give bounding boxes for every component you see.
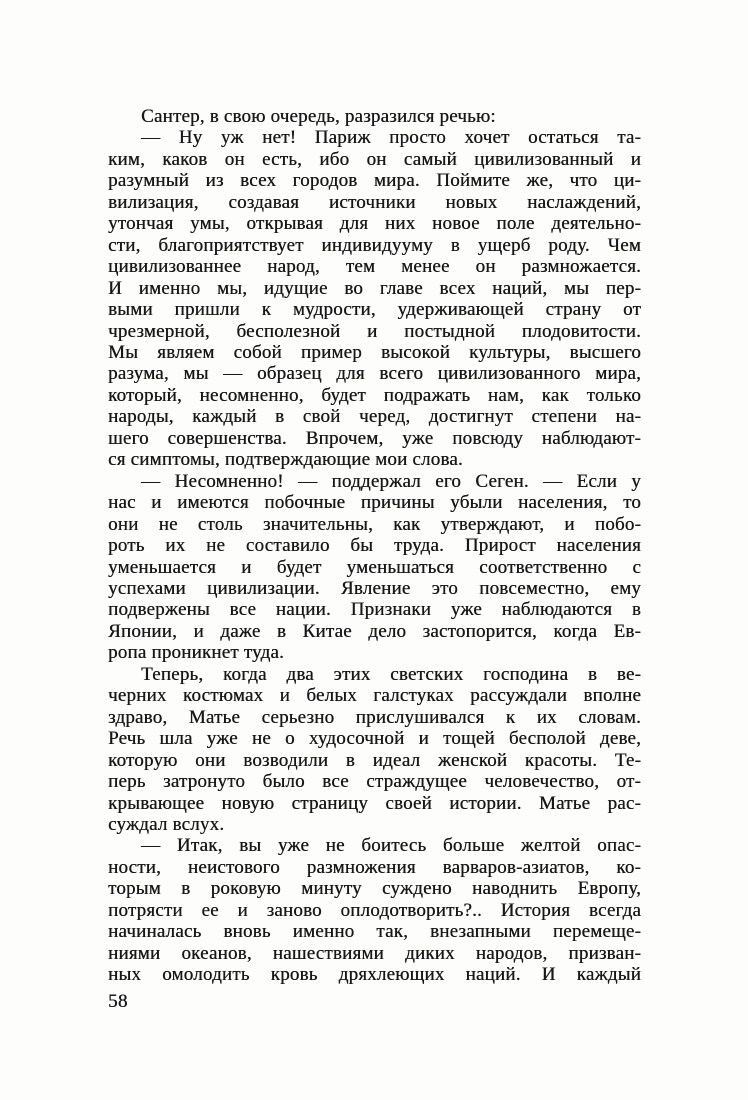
text-line: — Несомненно! — поддержал его Сеген. — Если у: [141, 470, 641, 492]
text-line: разумный из всех городов мира. Поймите же, что ци-: [108, 170, 641, 192]
text-line: потрясти ее и заново оплодотворить?.. История всегда: [108, 899, 641, 921]
text-line: крывающее новую страницу своей истории. Матье рас-: [108, 792, 641, 814]
page-text: [108, 106, 641, 986]
text-line: успехами цивилизации. Явление это повсеместно, ему: [108, 577, 641, 599]
text-line: вилизация, создавая источники новых наслаждений,: [108, 191, 641, 213]
text-line: — Ну уж нет! Париж просто хочет остаться та-: [141, 127, 641, 149]
text-line: торым в роковую минуту суждено наводнить Европу,: [108, 878, 641, 900]
text-line: ропа проникнет туда.: [108, 642, 284, 664]
text-line: нас и имеются побочные причины убыли населения, то: [108, 492, 641, 514]
text-line: народы, каждый в свой черед, достигнут степени на-: [108, 406, 641, 428]
text-line: ся симптомы, подтверждающие мои слова.: [108, 449, 463, 471]
text-line: роть их не составило бы труда. Прирост населения: [108, 535, 641, 557]
text-line: уменьшается и будет уменьшаться соответственно с: [108, 556, 641, 578]
text-line: ных омолодить кровь дряхлеющих наций. И каждый: [108, 964, 641, 986]
text-line: ниями океанов, нашествиями диких народов, призван-: [108, 942, 641, 964]
text-line: Речь шла уже не о худосочной и тощей бесполой деве,: [108, 728, 641, 750]
text-line: разума, мы — образец для всего цивилизованного мира,: [108, 363, 641, 385]
text-line: ности, неистового размножения варваров-азиатов, ко-: [108, 856, 641, 878]
text-line: они не столь значительны, как утверждают, и побо-: [108, 513, 641, 535]
text-line: шего совершенства. Впрочем, уже повсюду наблюдают-: [108, 427, 641, 449]
text-line: которую они возводили в идеал женской красоты. Те-: [108, 749, 641, 771]
text-line: Японии, и даже в Китае дело застопорится, когда Ев-: [108, 620, 641, 642]
text-line: подвержены все нации. Признаки уже наблюдаются в: [108, 599, 641, 621]
text-line: сти, благоприятствует индивидууму в ущерб роду. Чем: [108, 234, 641, 256]
text-line: И именно мы, идущие во главе всех наций, мы пер-: [108, 277, 641, 299]
text-line: Теперь, когда два этих светских господина в ве-: [141, 663, 641, 685]
text-line: Сантер, в свою очередь, разразился речью:: [141, 106, 496, 127]
text-line: черних костюмах и белых галстуках рассуждали вполне: [108, 685, 641, 707]
text-line: выми пришли к мудрости, удерживающей страну от: [108, 299, 641, 321]
text-line: чрезмерной, бесполезной и постыдной плодовитости.: [108, 320, 641, 342]
text-line: утончая умы, открывая для них новое поле деятельно-: [108, 213, 641, 235]
text-line: начиналась вновь именно так, внезапными перемеще-: [108, 921, 641, 943]
text-line: цивилизованнее народ, тем менее он размножается.: [108, 256, 641, 278]
text-line: — Итак, вы уже не боитесь больше желтой опас-: [141, 835, 641, 857]
text-line: здраво, Матье серьезно прислушивался к их словам.: [108, 706, 641, 728]
text-line: перь затронуто было все страждущее человечество, от-: [108, 771, 641, 793]
page-number: 58: [108, 991, 128, 1012]
text-line: ким, каков он есть, ибо он самый цивилизованный и: [108, 148, 641, 170]
text-line: Мы являем собой пример высокой культуры, высшего: [108, 341, 641, 363]
text-line: который, несомненно, будет подражать нам, как только: [108, 384, 641, 406]
text-line: суждал вслух.: [108, 813, 225, 835]
